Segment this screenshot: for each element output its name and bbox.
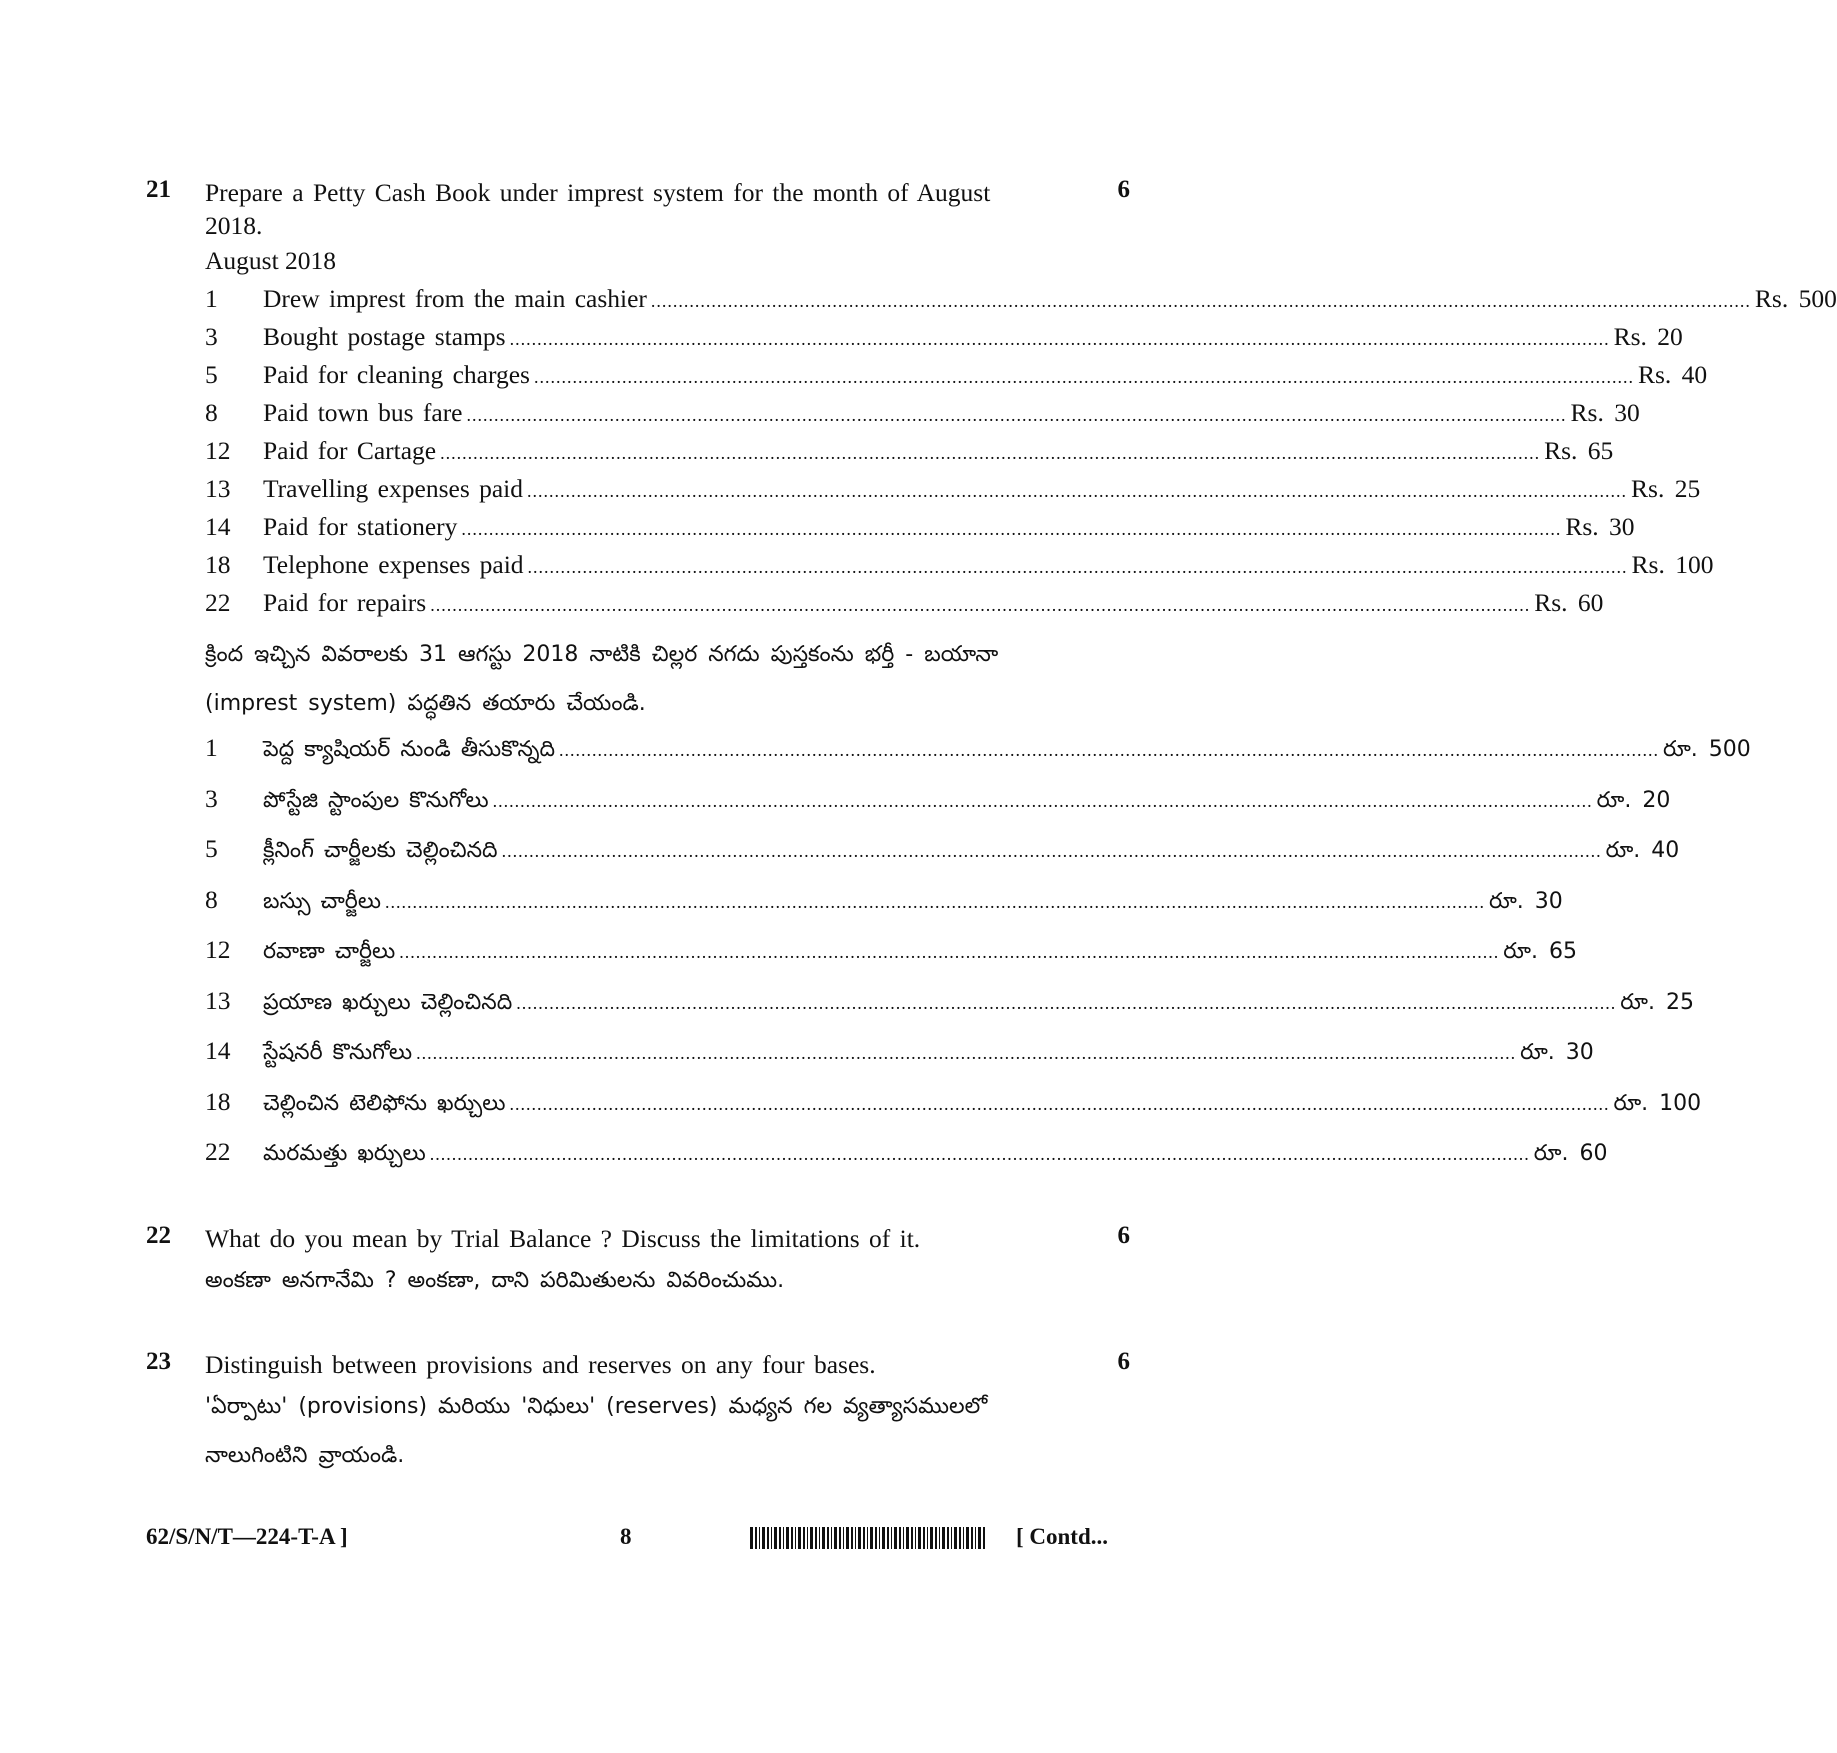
entry-row — [205, 474, 1701, 512]
entry-amount: రూ. 500 — [1663, 737, 1751, 762]
q23-telugu-text: 'ఏర్పాటు' (provisions) మరియు 'నిధులు' (reserves) మధ్యన గల వ్యత్యాసములలో నాలుగింటిని వ్రాయండి. — [205, 1394, 988, 1468]
entry-day: 1 — [205, 284, 218, 313]
entry-day: 13 — [205, 474, 231, 503]
q21-text: Prepare a Petty Cash Book under imprest system for the month of August 2018. — [205, 178, 991, 240]
q21-marks: 6 — [1117, 176, 1130, 203]
entry-day: 22 — [205, 1137, 231, 1166]
footer-page-number: 8 — [620, 1524, 632, 1549]
entry-description: Travelling expenses paid — [263, 474, 524, 503]
q22-marks: 6 — [1117, 1222, 1130, 1249]
entry-amount: రూ. 100 — [1613, 1091, 1702, 1116]
entry-description: స్టేషనరీ కొనుగోలు — [263, 1040, 413, 1065]
dot-leader: ........................................................................................................................................................................................................ — [516, 993, 1617, 1013]
dot-leader: ........................................................................................................................................................................................................ — [399, 942, 1500, 962]
entry-description: Paid for stationery — [263, 512, 458, 541]
entry-row — [205, 360, 1708, 398]
entry-day: 12 — [205, 935, 231, 964]
q22-number: 22 — [146, 1222, 171, 1249]
entry-row — [205, 935, 1577, 973]
entry-description: మరమత్తు ఖర్చులు — [263, 1141, 426, 1166]
dot-leader: ........................................................................................................................................................................................................ — [509, 329, 1610, 349]
dot-leader: ........................................................................................................................................................................................................ — [385, 892, 1486, 912]
entry-row — [205, 834, 1680, 872]
dot-leader: ........................................................................................................................................................................................................ — [492, 791, 1593, 811]
entry-amount: రూ. 65 — [1503, 939, 1577, 964]
q23-number: 23 — [146, 1348, 171, 1375]
q21-number: 21 — [146, 176, 171, 203]
entry-amount: Rs. 30 — [1565, 512, 1635, 541]
dot-leader: ........................................................................................................................................................................................................ — [559, 740, 1660, 760]
entry-row — [205, 322, 1683, 360]
entry-description: Bought postage stamps — [263, 322, 506, 351]
entry-day: 14 — [205, 512, 231, 541]
dot-leader: ........................................................................................................................................................................................................ — [533, 367, 1634, 387]
entry-description: పోస్టేజి స్టాంపుల కొనుగోలు — [263, 788, 489, 813]
dot-leader: ........................................................................................................................................................................................................ — [440, 443, 1541, 463]
entry-amount: రూ. 60 — [1533, 1141, 1608, 1166]
entry-amount: Rs. 30 — [1570, 398, 1640, 427]
entry-amount: Rs. 500 — [1754, 284, 1837, 313]
entry-description: ప్రయాణ ఖర్చులు చెల్లించినది — [263, 990, 513, 1015]
entry-description: Telephone expenses paid — [263, 550, 524, 579]
dot-leader: ........................................................................................................................................................................................................ — [429, 1144, 1530, 1164]
q22-telugu-text: అంకణా అనగానేమి ? అంకణా, దాని పరిమితులను వివరించుము. — [205, 1268, 785, 1293]
entry-description: పెద్ద క్యాషియర్ నుండి తీసుకొన్నది — [263, 737, 556, 762]
entry-day: 18 — [205, 1087, 231, 1116]
entry-amount: రూ. 40 — [1605, 838, 1680, 863]
entry-day: 1 — [205, 733, 218, 762]
entry-amount: Rs. 65 — [1544, 436, 1614, 465]
dot-leader: ........................................................................................................................................................................................................ — [466, 405, 1567, 425]
entry-row — [205, 986, 1694, 1024]
entry-amount: రూ. 25 — [1620, 990, 1694, 1015]
entry-amount: రూ. 30 — [1489, 889, 1563, 914]
entry-amount: Rs. 20 — [1613, 322, 1683, 351]
q22-text: What do you mean by Trial Balance ? Discuss the limitations of it. — [205, 1224, 921, 1253]
barcode-icon — [750, 1527, 985, 1549]
dot-leader: ........................................................................................................................................................................................................ — [509, 1094, 1610, 1114]
entry-row — [205, 1137, 1608, 1175]
entry-amount: Rs. 40 — [1637, 360, 1708, 389]
q23-marks: 6 — [1117, 1348, 1130, 1375]
entry-description: చెల్లించిన టెలిఫోను ఖర్చులు — [263, 1091, 506, 1116]
entry-row — [205, 512, 1635, 550]
entry-row — [205, 1087, 1702, 1125]
q23-text: Distinguish between provisions and reserves on any four bases. — [205, 1350, 876, 1379]
entry-amount: Rs. 25 — [1631, 474, 1701, 503]
footer-code: 62/S/N/T—224-T-A ] — [146, 1524, 348, 1549]
entry-row — [205, 398, 1640, 436]
entry-day: 3 — [205, 784, 218, 813]
footer-contd: [ Contd... — [1016, 1524, 1109, 1549]
entry-day: 5 — [205, 834, 218, 863]
entry-day: 5 — [205, 360, 218, 389]
entry-row — [205, 436, 1614, 474]
dot-leader: ........................................................................................................................................................................................................ — [461, 519, 1562, 539]
entry-row — [205, 1036, 1594, 1074]
entry-description: Drew imprest from the main cashier — [263, 284, 647, 313]
dot-leader: ........................................................................................................................................................................................................ — [501, 841, 1602, 861]
dot-leader: ........................................................................................................................................................................................................ — [430, 595, 1531, 615]
entry-day: 22 — [205, 588, 231, 617]
entry-amount: Rs. 100 — [1631, 550, 1714, 579]
entry-amount: రూ. 20 — [1596, 788, 1671, 813]
entry-amount: Rs. 60 — [1534, 588, 1604, 617]
entry-row — [205, 588, 1604, 626]
dot-leader: ........................................................................................................................................................................................................ — [650, 291, 1751, 311]
entry-day: 3 — [205, 322, 218, 351]
q21-telugu-text: క్రింద ఇచ్చిన వివరాలకు 31 ఆగస్టు 2018 నాటికి చిల్లర నగదు పుస్తకంను భర్తీ - బయానా (imprest system) పద్ధతిన తయారు చేయండి. — [205, 642, 999, 716]
entry-day: 8 — [205, 398, 218, 427]
entry-description: బస్సు చార్జీలు — [263, 889, 382, 914]
entry-row — [205, 784, 1671, 822]
entry-description: క్లీనింగ్ చార్జీలకు చెల్లించినది — [263, 838, 498, 863]
entry-day: 13 — [205, 986, 231, 1015]
entry-day: 14 — [205, 1036, 231, 1065]
dot-leader: ........................................................................................................................................................................................................ — [527, 557, 1628, 577]
entry-row — [205, 550, 1714, 588]
entry-day: 12 — [205, 436, 231, 465]
entry-amount: రూ. 30 — [1520, 1040, 1594, 1065]
entry-row — [205, 733, 1751, 771]
entry-description: రవాణా చార్జీలు — [263, 939, 396, 964]
entry-description: Paid for cleaning charges — [263, 360, 530, 389]
entry-day: 18 — [205, 550, 231, 579]
entry-day: 8 — [205, 885, 218, 914]
entry-description: Paid for Cartage — [263, 436, 437, 465]
entry-row — [205, 284, 1837, 322]
dot-leader: ........................................................................................................................................................................................................ — [416, 1043, 1517, 1063]
entry-description: Paid town bus fare — [263, 398, 463, 427]
entry-description: Paid for repairs — [263, 588, 427, 617]
q21-month-heading: August 2018 — [205, 246, 337, 275]
entry-row — [205, 885, 1563, 923]
dot-leader: ........................................................................................................................................................................................................ — [527, 481, 1628, 501]
